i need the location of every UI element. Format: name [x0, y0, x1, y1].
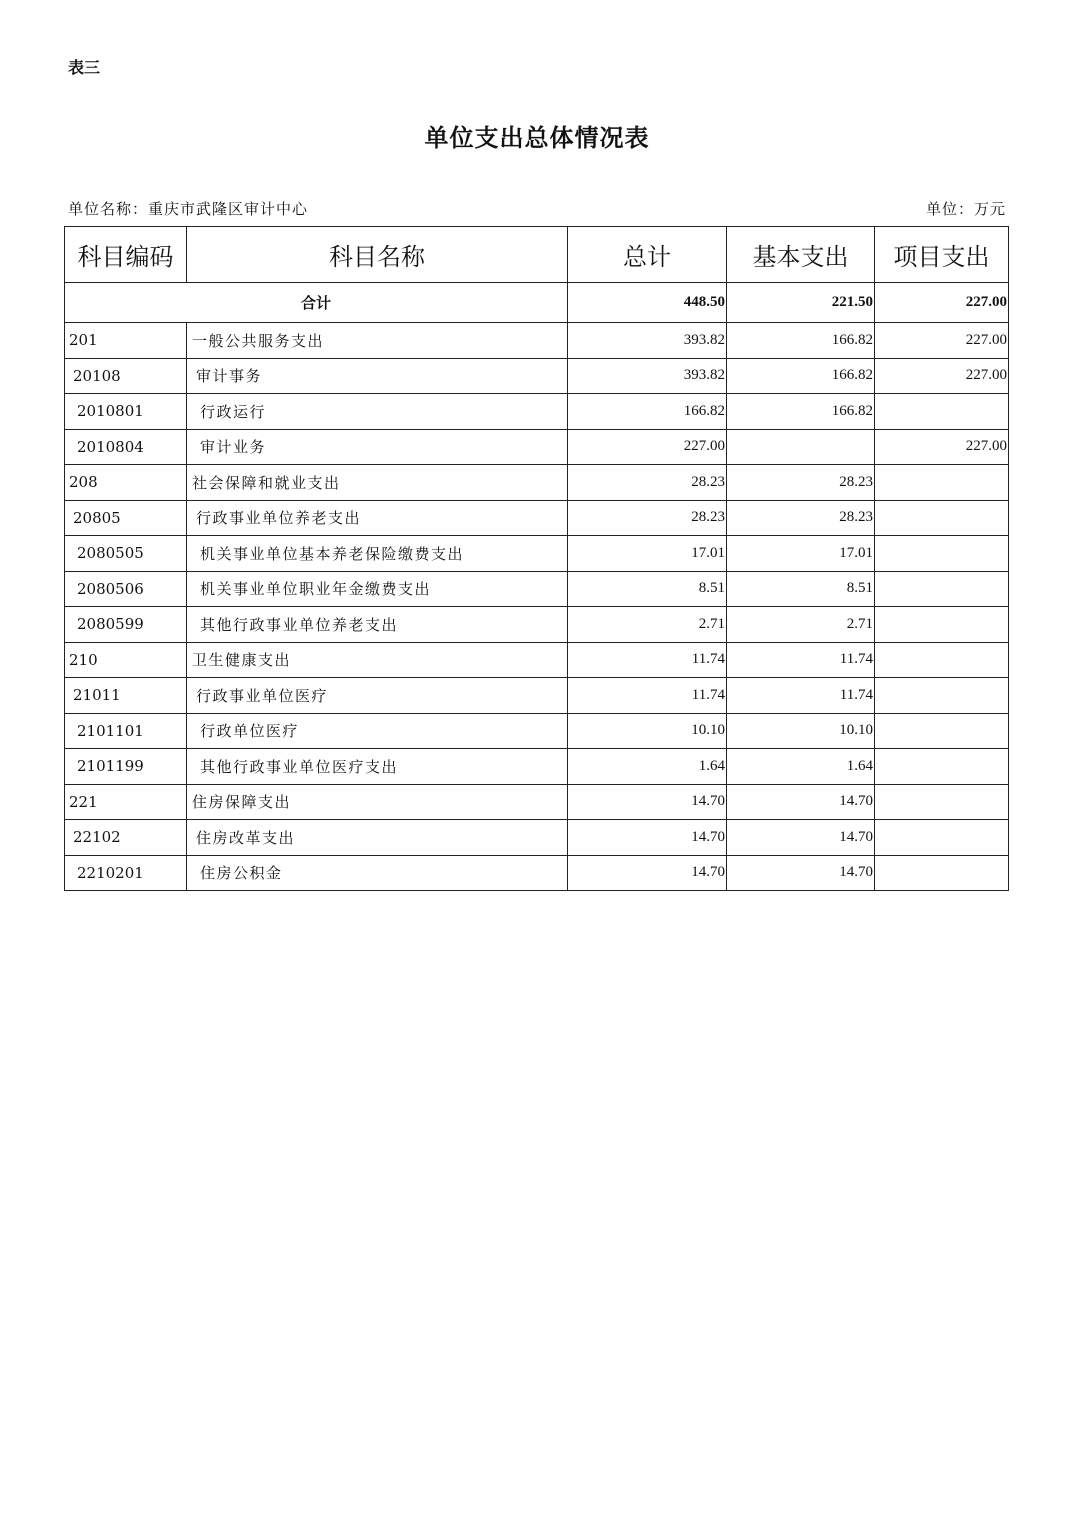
row-basic: 2.71: [727, 607, 875, 643]
header-total: 总计: [568, 227, 727, 283]
row-basic: 166.82: [727, 323, 875, 359]
row-name: 机关事业单位职业年金缴费支出: [187, 571, 568, 607]
currency-unit-label: 单位：万元: [925, 200, 1006, 218]
table-row: [65, 429, 1009, 465]
row-code: 208: [65, 465, 187, 501]
row-total: 227.00: [568, 429, 727, 465]
expenditure-table: [64, 226, 1009, 891]
row-code: 2080599: [65, 607, 187, 643]
row-name: 其他行政事业单位养老支出: [187, 607, 568, 643]
row-basic: 14.70: [727, 855, 875, 891]
table-header-row: [65, 227, 1009, 283]
row-basic: 28.23: [727, 465, 875, 501]
table-row: [65, 536, 1009, 572]
row-name: 行政运行: [187, 394, 568, 430]
row-name: 卫生健康支出: [187, 642, 568, 678]
row-project: 227.00: [875, 358, 1009, 394]
table-row: [65, 713, 1009, 749]
row-code: 2101101: [65, 713, 187, 749]
table-row: [65, 784, 1009, 820]
row-total: 393.82: [568, 358, 727, 394]
header-project: 项目支出: [875, 227, 1009, 283]
row-total: 1.64: [568, 749, 727, 785]
row-code: 20805: [65, 500, 187, 536]
row-name: 社会保障和就业支出: [187, 465, 568, 501]
row-name: 其他行政事业单位医疗支出: [187, 749, 568, 785]
header-code: 科目编码: [65, 227, 187, 283]
table-row: [65, 394, 1009, 430]
row-basic: 1.64: [727, 749, 875, 785]
table-number-label: 表三: [68, 58, 101, 77]
row-basic: 11.74: [727, 678, 875, 714]
row-total: 28.23: [568, 465, 727, 501]
row-total: 10.10: [568, 713, 727, 749]
row-basic: 14.70: [727, 820, 875, 856]
row-basic: 11.74: [727, 642, 875, 678]
row-basic: 28.23: [727, 500, 875, 536]
row-name: 行政单位医疗: [187, 713, 568, 749]
row-project: [875, 536, 1009, 572]
row-project: [875, 820, 1009, 856]
row-project: [875, 500, 1009, 536]
row-name: 机关事业单位基本养老保险缴费支出: [187, 536, 568, 572]
row-total: 17.01: [568, 536, 727, 572]
row-project: [875, 642, 1009, 678]
table-row: [65, 855, 1009, 891]
row-code: 2101199: [65, 749, 187, 785]
row-project: 227.00: [875, 429, 1009, 465]
total-row: [65, 283, 1009, 323]
table-row: [65, 642, 1009, 678]
table-row: [65, 749, 1009, 785]
row-project: [875, 465, 1009, 501]
row-project: [875, 713, 1009, 749]
row-project: [875, 784, 1009, 820]
row-name: 一般公共服务支出: [187, 323, 568, 359]
row-total: 11.74: [568, 642, 727, 678]
row-project: [875, 571, 1009, 607]
header-name: 科目名称: [187, 227, 568, 283]
row-total: 11.74: [568, 678, 727, 714]
row-code: 2080505: [65, 536, 187, 572]
row-basic: 14.70: [727, 784, 875, 820]
row-code: 210: [65, 642, 187, 678]
total-project: 227.00: [875, 283, 1009, 323]
row-basic: 166.82: [727, 358, 875, 394]
row-name: 行政事业单位养老支出: [187, 500, 568, 536]
table-row: [65, 465, 1009, 501]
row-code: 201: [65, 323, 187, 359]
table-row: [65, 500, 1009, 536]
row-name: 住房公积金: [187, 855, 568, 891]
total-label: 合计: [65, 283, 568, 323]
row-total: 393.82: [568, 323, 727, 359]
row-total: 166.82: [568, 394, 727, 430]
table-row: [65, 820, 1009, 856]
row-project: 227.00: [875, 323, 1009, 359]
row-code: 2010801: [65, 394, 187, 430]
row-total: 28.23: [568, 500, 727, 536]
row-basic: 10.10: [727, 713, 875, 749]
row-basic: 8.51: [727, 571, 875, 607]
row-name: 住房保障支出: [187, 784, 568, 820]
row-name: 行政事业单位医疗: [187, 678, 568, 714]
total-basic: 221.50: [727, 283, 875, 323]
table-row: [65, 607, 1009, 643]
row-total: 2.71: [568, 607, 727, 643]
row-basic: 166.82: [727, 394, 875, 430]
row-project: [875, 855, 1009, 891]
row-code: 2080506: [65, 571, 187, 607]
table-row: [65, 323, 1009, 359]
row-project: [875, 607, 1009, 643]
row-name: 审计事务: [187, 358, 568, 394]
row-name: 审计业务: [187, 429, 568, 465]
table-row: [65, 678, 1009, 714]
page-title: 单位支出总体情况表: [424, 123, 650, 152]
header-basic: 基本支出: [727, 227, 875, 283]
row-total: 14.70: [568, 820, 727, 856]
row-code: 2210201: [65, 855, 187, 891]
row-code: 21011: [65, 678, 187, 714]
row-code: 20108: [65, 358, 187, 394]
row-total: 14.70: [568, 784, 727, 820]
row-total: 14.70: [568, 855, 727, 891]
row-code: 2010804: [65, 429, 187, 465]
row-code: 221: [65, 784, 187, 820]
row-total: 8.51: [568, 571, 727, 607]
row-basic: 17.01: [727, 536, 875, 572]
total-total: 448.50: [568, 283, 727, 323]
row-project: [875, 394, 1009, 430]
table-row: [65, 571, 1009, 607]
row-name: 住房改革支出: [187, 820, 568, 856]
unit-name-label: 单位名称：重庆市武隆区审计中心: [68, 200, 309, 218]
row-basic: [727, 429, 875, 465]
table-row: [65, 358, 1009, 394]
row-project: [875, 749, 1009, 785]
row-code: 22102: [65, 820, 187, 856]
row-project: [875, 678, 1009, 714]
